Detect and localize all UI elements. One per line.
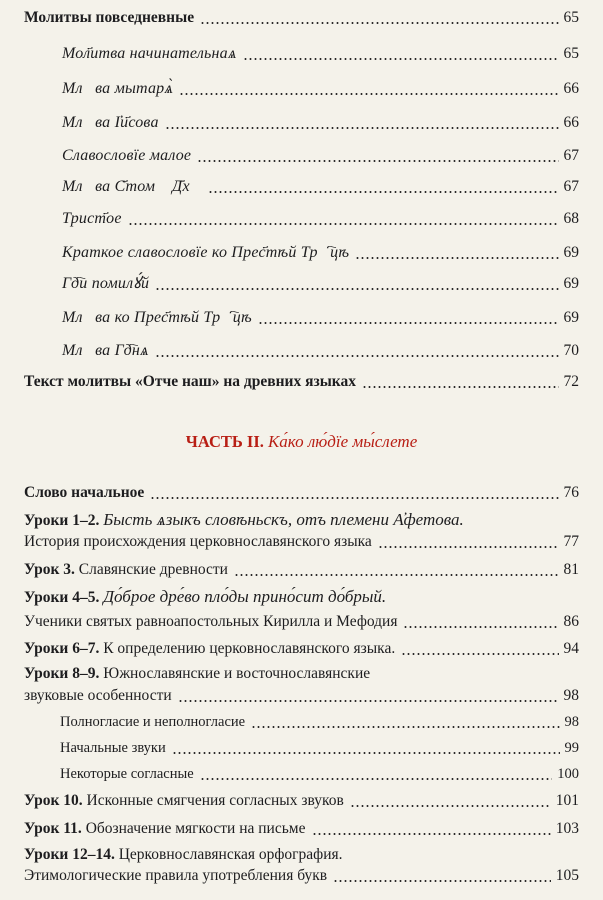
toc-page-number: 86 [563, 613, 579, 630]
toc-page-number: 69 [563, 275, 579, 292]
toc-entry-prayer-8[interactable] [62, 274, 579, 294]
dot-leader [362, 386, 558, 388]
toc-page-number: 68 [563, 210, 579, 227]
toc-entry-lesson-1-2[interactable] [24, 532, 579, 552]
toc-entry-title [24, 560, 228, 580]
lesson-title: Южнославянские и восточнославянские [103, 665, 371, 682]
toc-page-number: 105 [555, 867, 579, 884]
dot-leader [128, 223, 559, 225]
toc-entry-prayer-5[interactable] [62, 177, 579, 197]
part-heading-title: Ка́ко лю́дїе мы́слете [268, 432, 418, 451]
lesson-title: Обозначение мягкости на письме [85, 820, 306, 837]
toc-entry-lesson-12-14-heading[interactable] [24, 845, 343, 865]
toc-subentry-3[interactable] [60, 764, 579, 784]
dot-leader [200, 22, 558, 24]
toc-subentry-2[interactable] [60, 738, 579, 758]
dot-leader [178, 700, 559, 702]
toc-entry-title: Млⷮва С҃томꙋ Д҃хꙋ [62, 178, 203, 195]
dot-leader [401, 653, 558, 655]
toc-page-number: 70 [563, 342, 579, 359]
lesson-prefix: Уроки 6–7. [24, 640, 100, 657]
toc-entry-prayer-6[interactable] [62, 209, 579, 229]
toc-entry-title: Этимологические правила употребления букв [24, 867, 328, 884]
toc-entry-title: Полногласие и неполногласие [60, 714, 246, 730]
dot-leader [350, 805, 551, 807]
toc-entry-title: Славословїе малое [62, 147, 192, 164]
toc-entry-our-father[interactable] [24, 372, 579, 392]
dot-leader [155, 288, 558, 290]
toc-entry-lesson-3[interactable] [24, 560, 579, 580]
dot-leader [208, 191, 558, 193]
toc-entry-title: Текст молитвы «Отче наш» на древних языках [24, 373, 357, 390]
dot-leader [172, 752, 560, 754]
lesson-title: К определению церковнославянского языка. [103, 640, 396, 657]
toc-entry-prayer-7[interactable] [62, 243, 579, 263]
lesson-title: Церковнославянская орфография. [118, 846, 343, 863]
toc-entry-lesson-6-7[interactable] [24, 639, 579, 659]
toc-entry-title: Некоторые согласные [60, 766, 194, 782]
toc-entry-title: Молитвы повседневные [24, 9, 195, 26]
toc-entry-daily-prayers[interactable] [24, 8, 579, 28]
toc-entry-title: звуковые особенности [24, 687, 172, 704]
lesson-prefix: Уроки 4–5. [24, 589, 100, 606]
dot-leader [333, 880, 551, 882]
toc-page-number: 65 [563, 9, 579, 26]
toc-page-number: 76 [563, 484, 579, 501]
part-heading [0, 432, 603, 452]
dot-leader [378, 546, 559, 548]
toc-page-number: 69 [563, 244, 579, 261]
toc-page-number: 98 [563, 687, 579, 704]
lesson-title: До́брое дре́во пло́ды прино́сит до́брый. [103, 587, 387, 606]
toc-entry-lesson-8-9[interactable] [24, 686, 579, 706]
dot-leader [200, 778, 553, 780]
toc-entry-title: Мол҃итва начинательнаѧ [62, 45, 237, 62]
toc-page-number: 72 [563, 373, 579, 390]
dot-leader [234, 574, 559, 576]
toc-page-number: 99 [564, 740, 579, 756]
toc-entry-lesson-4-5-heading[interactable] [24, 587, 386, 608]
toc-entry-title: Млⷮва ко Прес҃тѣй Трⷪ҇цѣ [62, 309, 252, 326]
dot-leader [258, 322, 559, 324]
toc-page-number: 66 [563, 114, 579, 131]
lesson-title: Исконные смягчения согласных звуков [86, 792, 344, 809]
part-heading-prefix: ЧАСТЬ II. [185, 432, 264, 451]
lesson-prefix: Уроки 8–9. [24, 665, 100, 682]
lesson-prefix: Уроки 12–14. [24, 846, 115, 863]
dot-leader [179, 93, 558, 95]
toc-entry-title: Млⷮва мытарѧ̀ [62, 80, 174, 97]
toc-entry-prayer-2[interactable] [62, 79, 579, 99]
toc-page-number: 67 [563, 178, 579, 195]
toc-entry-lesson-4-5[interactable] [24, 612, 579, 632]
toc-entry-title: Млⷮва Гд҇нѧ [62, 342, 149, 359]
lesson-prefix: Уроки 1–2. [24, 512, 100, 529]
toc-entry-title [24, 791, 344, 811]
toc-entry-prayer-10[interactable] [62, 341, 579, 361]
dot-leader [150, 497, 558, 499]
toc-page-number: 103 [555, 820, 579, 837]
toc-entry-title: Трист҃ое [62, 210, 122, 227]
toc-entry-title: История происхождения церковнославянского языка [24, 533, 372, 550]
toc-entry-prayer-4[interactable] [62, 146, 579, 166]
toc-page-number: 100 [557, 766, 579, 782]
toc-entry-lesson-11[interactable] [24, 819, 579, 839]
toc-page-number: 101 [555, 792, 579, 809]
lesson-prefix: Урок 10. [24, 792, 83, 809]
toc-page-number: 69 [563, 309, 579, 326]
toc-entry-word-start[interactable] [24, 483, 579, 503]
toc-entry-lesson-1-2-heading[interactable] [24, 510, 464, 531]
toc-entry-lesson-10[interactable] [24, 791, 579, 811]
dot-leader [312, 833, 551, 835]
toc-page-number: 65 [563, 45, 579, 62]
toc-entry-title [24, 639, 395, 659]
toc-entry-title: Гд҇и помилꙋ́й [62, 275, 150, 292]
toc-entry-prayer-9[interactable] [62, 308, 579, 328]
toc-page-number: 66 [563, 80, 579, 97]
toc-page-number: 94 [563, 640, 579, 657]
toc-page-number: 98 [564, 714, 579, 730]
dot-leader [155, 355, 559, 357]
dot-leader [403, 626, 558, 628]
toc-entry-title: Млⷮва І҆и҃сова [62, 114, 159, 131]
lesson-title: Славянские древности [78, 561, 228, 578]
toc-entry-title: Слово начальное [24, 484, 145, 501]
lesson-prefix: Урок 3. [24, 561, 75, 578]
dot-leader [165, 127, 559, 129]
toc-entry-title: Начальные звуки [60, 740, 166, 756]
dot-leader [243, 58, 559, 60]
toc-page-number: 77 [563, 533, 579, 550]
toc-page-number: 67 [563, 147, 579, 164]
toc-entry-title [24, 819, 306, 839]
toc-entry-title: Ученики святых равноапостольных Кирилла и Мефодия [24, 613, 398, 630]
toc-entry-title: Краткое славословїе ко Прес҃тѣй Трⷪ҇цѣ [62, 244, 350, 261]
toc-page-number: 81 [563, 561, 579, 578]
toc-entry-prayer-3[interactable] [62, 113, 579, 133]
lesson-title: Бысть ѧзыкъ словѣньскъ, отъ племени А҆фетова. [103, 510, 464, 529]
toc-entry-prayer-1[interactable] [62, 44, 579, 64]
toc-entry-lesson-8-9-heading[interactable] [24, 664, 370, 684]
lesson-prefix: Урок 11. [24, 820, 82, 837]
dot-leader [251, 726, 559, 728]
toc-subentry-1[interactable] [60, 712, 579, 732]
toc-entry-lesson-12-14[interactable] [24, 866, 579, 886]
dot-leader [355, 257, 558, 259]
dot-leader [197, 160, 558, 162]
